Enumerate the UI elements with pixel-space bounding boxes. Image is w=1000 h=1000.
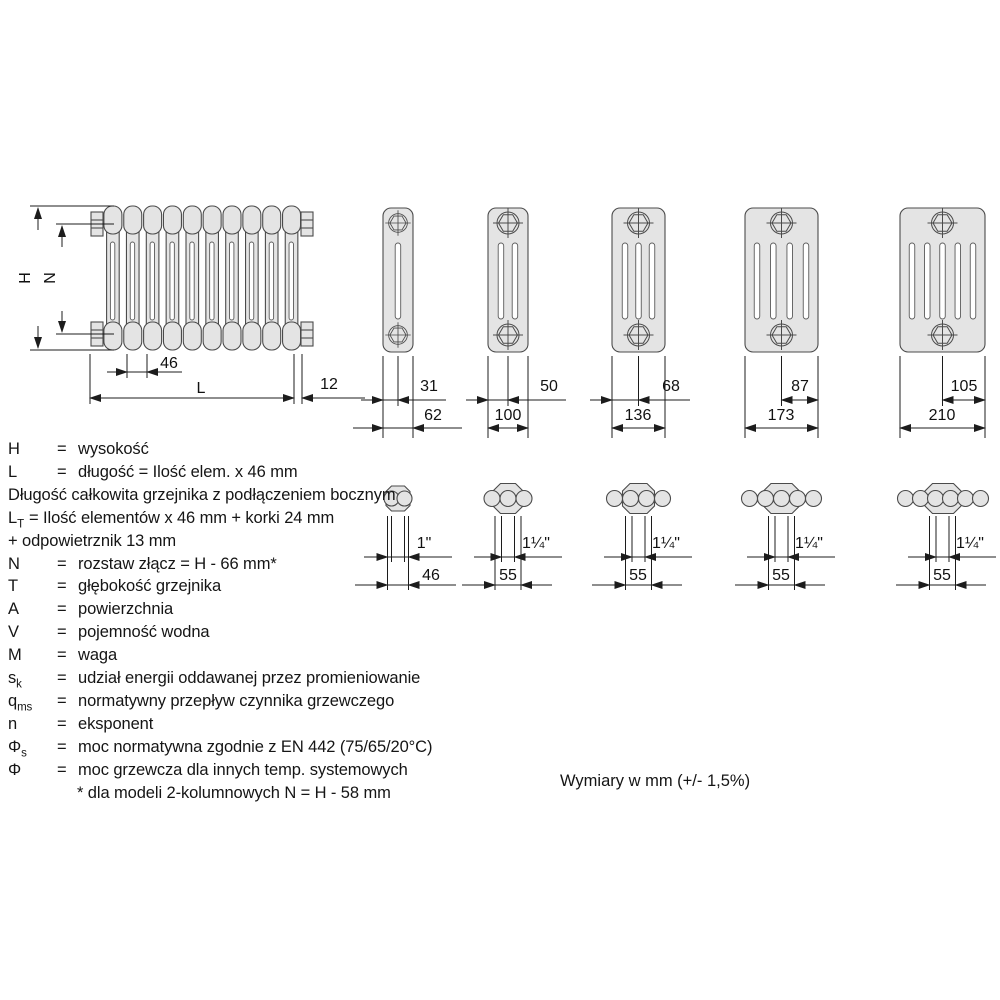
legend-text: długość = Ilość elem. x 46 mm: [78, 462, 298, 481]
tv4-connection-label: 1¼": [795, 535, 823, 552]
legend-symbol: $s_k$: [8, 669, 22, 691]
legend-symbol: $\Phi_s$: [8, 737, 27, 760]
front-spacing-label: N: [42, 272, 59, 284]
legend-text: powierzchnia: [78, 600, 174, 619]
legend-symbol: A: [8, 600, 19, 619]
cross-section-6-column: [900, 208, 985, 438]
legend-symbol: $q_{ms}$: [8, 691, 33, 714]
cs5-full-depth-label: 210: [928, 407, 956, 424]
legend-symbol: L: [8, 462, 18, 481]
legend-eq: =: [57, 646, 67, 665]
tv4-width-label: 55: [772, 567, 790, 584]
legend-text: pojemność wodna: [78, 623, 210, 642]
legend-text: waga: [78, 646, 118, 665]
cs2-full-depth-label: 100: [494, 407, 522, 424]
legend-row-V: [8, 621, 608, 644]
radiator-front-view: [91, 206, 313, 350]
legend-text: normatywny przepływ czynnika grzewczego: [78, 691, 395, 710]
legend-row-H: [8, 438, 608, 461]
legend-symbol: Φ: [8, 760, 22, 779]
tv3-connection-label: 1¼": [652, 535, 680, 552]
cross-section-3-column: [466, 208, 566, 438]
legend-symbol: V: [8, 623, 19, 642]
legend-eq: =: [57, 691, 67, 710]
tv2-width-label: 55: [499, 567, 517, 584]
legend-text: = Ilość elementów x 46 mm + korki 24 mm: [29, 508, 335, 527]
legend-symbol: N: [8, 554, 20, 573]
legend-footnote: * dla modeli 2-kolumnowych N = H - 58 mm: [77, 783, 391, 802]
legend-eq: =: [57, 554, 67, 573]
legend-row-phi-s: [8, 736, 608, 759]
legend-row-LT: $L_T$ = Ilość elementów x 46 mm + korki 24 mm: [8, 508, 335, 531]
tv5-width-label: 55: [933, 567, 951, 584]
legend-eq: =: [57, 440, 67, 458]
legend-text: udział energii oddawanej przez promieniowanie: [78, 669, 421, 688]
cs4-full-depth-label: 173: [767, 407, 795, 424]
legend-row-total-length: Długość całkowita grzejnika z podłączeniem bocznym: [8, 485, 396, 504]
legend-text: wysokość: [78, 440, 149, 458]
legend-row-L: [8, 461, 608, 484]
legend-row-M: [8, 644, 608, 667]
legend-text: moc grzewcza dla innych temp. systemowych: [78, 760, 408, 779]
legend-text: eksponent: [78, 714, 154, 733]
cs3-half-depth-label: 68: [662, 378, 680, 395]
legend-symbol: L: [8, 508, 18, 527]
legend: [8, 438, 608, 805]
tv1-connection-label: 1": [416, 535, 432, 552]
legend-symbol: M: [8, 646, 22, 665]
legend-row-qms: [8, 690, 608, 713]
cs4-half-depth-label: 87: [791, 378, 809, 395]
legend-eq: =: [57, 577, 67, 596]
front-length-label: L: [196, 380, 206, 397]
legend-row-T: [8, 575, 608, 598]
front-end-offset-label: 12: [320, 376, 338, 393]
cs3-full-depth-label: 136: [624, 407, 652, 424]
front-pitch-label: 46: [160, 355, 178, 372]
legend-eq: =: [57, 737, 67, 756]
legend-eq: =: [57, 600, 67, 619]
legend-symbol: n: [8, 714, 18, 733]
legend-symbol: T: [8, 577, 18, 596]
cs2-half-depth-label: 50: [540, 378, 558, 395]
tv5-connection-label: 1¼": [956, 535, 984, 552]
legend-row-phi: [8, 759, 608, 782]
legend-row-vent: + odpowietrznik 13 mm: [8, 531, 177, 550]
cs1-half-depth-label: 31: [420, 378, 438, 395]
cross-section-5-column: [745, 208, 818, 438]
legend-text: moc normatywna zgodnie z EN 442 (75/65/20°C): [78, 737, 433, 756]
legend-eq: =: [57, 760, 67, 779]
units-note: Wymiary w mm (+/- 1,5%): [560, 772, 751, 790]
legend-eq: =: [57, 714, 67, 733]
cross-section-4-column: [590, 208, 690, 438]
legend-row-sk: [8, 667, 608, 690]
legend-symbol: H: [8, 440, 20, 458]
legend-row-n: [8, 713, 608, 736]
legend-eq: =: [57, 462, 67, 481]
tv2-connection-label: 1¼": [522, 535, 550, 552]
cs5-half-depth-label: 105: [950, 378, 978, 395]
legend-eq: =: [57, 669, 67, 688]
legend-eq: =: [57, 623, 67, 642]
legend-row-A: [8, 598, 608, 621]
tv3-width-label: 55: [629, 567, 647, 584]
cross-section-2-column: [353, 208, 462, 438]
front-height-label: H: [17, 272, 34, 284]
cs1-full-depth-label: 62: [424, 407, 442, 424]
legend-text: głębokość grzejnika: [78, 577, 222, 596]
legend-text: rozstaw złącz = H - 66 mm*: [78, 554, 277, 573]
tv1-width-label: 46: [422, 567, 440, 584]
legend-row-N: [8, 553, 608, 576]
